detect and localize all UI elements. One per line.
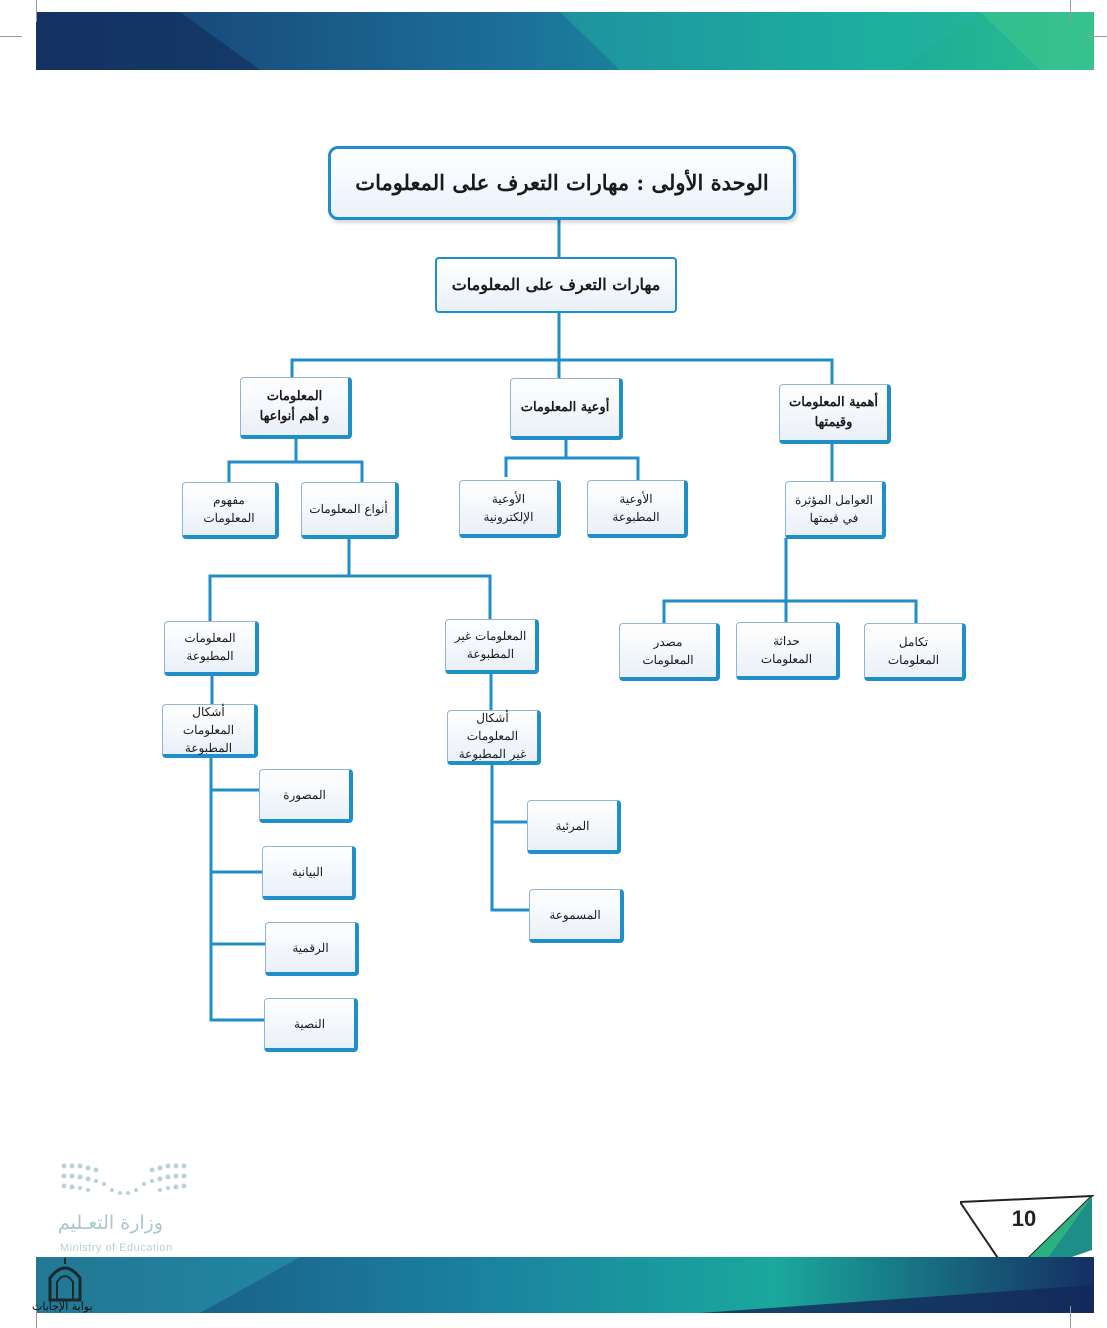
node-pictorial-text: المصورة bbox=[283, 787, 326, 802]
node-containers bbox=[510, 378, 623, 440]
node-visual bbox=[527, 800, 621, 854]
node-kinds-text: أنواع المعلومات bbox=[309, 502, 388, 516]
node-textual bbox=[264, 998, 358, 1052]
node-audio-text: المسموعة bbox=[549, 907, 601, 922]
crop-mark bbox=[1070, 1306, 1071, 1328]
node-printed-info bbox=[164, 621, 259, 676]
node-printed-containers bbox=[587, 480, 688, 538]
node-non-printed-forms-text: أشكال المعلومات غير المطبوعة bbox=[458, 711, 527, 761]
node-electronic-containers-text: الأوعية الإلكترونية bbox=[483, 491, 534, 524]
node-recency-text: حداثة المعلومات bbox=[760, 633, 813, 666]
node-graphical bbox=[262, 846, 356, 900]
watermark-text: بوابة الإجابات bbox=[32, 1300, 93, 1313]
node-info-types-text: المعلومات و أهم أنواعها bbox=[259, 389, 330, 424]
node-integration bbox=[864, 623, 966, 681]
node-recency bbox=[736, 622, 840, 680]
node-factors bbox=[785, 481, 886, 539]
bottom-banner bbox=[0, 1255, 1107, 1328]
node-importance-text: أهمية المعلومات وقيمتها bbox=[789, 395, 878, 430]
node-containers-text: أوعية المعلومات bbox=[520, 399, 610, 415]
node-pictorial bbox=[259, 769, 353, 823]
node-info-types bbox=[240, 377, 352, 439]
node-non-printed-forms bbox=[447, 710, 541, 765]
node-printed-forms bbox=[162, 704, 258, 758]
node-printed-containers-text: الأوعية المطبوعة bbox=[612, 491, 660, 524]
node-kinds bbox=[301, 482, 399, 539]
node-non-printed-info bbox=[445, 619, 539, 674]
ministry-logo-icon bbox=[58, 1160, 190, 1204]
node-textual-text: النصية bbox=[293, 1016, 326, 1031]
root-node bbox=[435, 257, 677, 313]
node-source-text: مصدر المعلومات bbox=[642, 634, 694, 667]
node-concept-text: مفهوم المعلومات bbox=[203, 493, 255, 525]
node-graphical-text: البيانية bbox=[291, 864, 324, 879]
unit-title bbox=[328, 146, 796, 220]
mosque-watermark-icon bbox=[44, 1256, 86, 1302]
node-visual-text: المرئية bbox=[555, 818, 590, 833]
node-non-printed-info-text: المعلومات غير المطبوعة bbox=[454, 629, 527, 661]
node-audio bbox=[529, 889, 624, 943]
node-concept bbox=[182, 482, 279, 539]
node-importance bbox=[779, 384, 891, 444]
unit-title-text: الوحدة الأولى : مهارات التعرف على المعلومات bbox=[355, 170, 769, 196]
node-source bbox=[619, 623, 720, 681]
node-integration-text: تكامل المعلومات bbox=[887, 634, 940, 667]
node-printed-info-text: المعلومات المطبوعة bbox=[184, 631, 236, 663]
ministry-name-en: Ministry of Education bbox=[60, 1242, 173, 1254]
node-digital bbox=[265, 922, 359, 976]
page-number: 10 bbox=[1011, 1206, 1037, 1231]
node-printed-forms-text: أشكال المعلومات المطبوعة bbox=[182, 704, 235, 755]
node-digital-text: الرقمية bbox=[292, 940, 329, 955]
ministry-name-ar: وزارة التعـليم bbox=[58, 1212, 164, 1234]
node-factors-text: العوامل المؤثرة في قيمتها bbox=[794, 492, 874, 525]
node-electronic-containers bbox=[459, 480, 561, 538]
root-node-text: مهارات التعرف على المعلومات bbox=[451, 275, 661, 294]
